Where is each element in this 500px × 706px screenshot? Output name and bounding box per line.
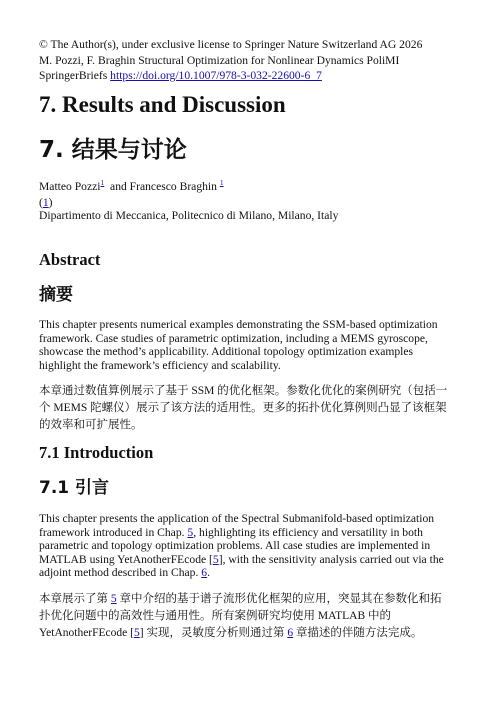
author-2-affiliation-link[interactable]: 1 [219, 178, 224, 188]
author-2: and Francesco Braghin [110, 180, 217, 193]
series-name: SpringerBriefs [39, 69, 108, 82]
copyright-line: © The Author(s), under exclusive license to Springer Nature Switzerland AG 2026 [39, 38, 423, 51]
intro-heading-en: 7.1 Introduction [39, 443, 154, 462]
chapter-6-link[interactable]: 6 [201, 566, 208, 580]
text-line: framework. Case studies of parametric optimization, including a MEMS gyroscope, [39, 331, 428, 345]
text-line: highlight the framework’s efficiency and scalability. [39, 358, 281, 372]
text-line: framework introduced in Chap. 5, highlighting its efficiency and versatility in both [39, 525, 423, 539]
text-line: MATLAB using YetAnotherFEcode [5], with the sensitivity analysis carried out via the [39, 552, 444, 566]
text-line: showcase the method’s applicability. Additional topology optimization examples [39, 345, 414, 359]
abstract-paragraph-en [39, 318, 463, 372]
affiliation-text: Dipartimento di Meccanica, Politecnico di Milano, Milano, Italy [39, 209, 339, 222]
text-line: adjoint method described in Chap. 6. [39, 566, 210, 580]
author-line [39, 179, 463, 194]
abstract-paragraph-zh [39, 383, 463, 434]
chapter-5-link[interactable]: 5 [187, 525, 194, 539]
chapter-title-en: 7. Results and Discussion [39, 92, 286, 117]
text-line: This chapter presents numerical examples demonstrating the SSM-based optimization [39, 318, 438, 331]
text-line: 的效率和可扩展性。 [39, 419, 143, 431]
chapter-5-link-zh[interactable]: 5 [110, 593, 117, 605]
text-line: This chapter presents the application of the Spectral Submanifold-based optimization [39, 512, 435, 525]
affiliation-number-link[interactable]: 1 [42, 196, 49, 209]
intro-paragraph-zh [39, 591, 463, 642]
publication-header [39, 37, 463, 84]
book-line: M. Pozzi, F. Braghin Structural Optimization for Nonlinear Dynamics PoliMI [39, 53, 400, 67]
intro-heading-zh: 7.1 引言 [39, 478, 110, 498]
abstract-heading-zh: 摘要 [39, 285, 73, 305]
text-line: 扑优化问题中的高效性与通用性。所有案例研究均使用 MATLAB 中的 [39, 610, 392, 622]
author-1-affiliation-link[interactable]: 1 [100, 178, 105, 188]
affiliation-marker: (1) [39, 196, 53, 209]
text-line: YetAnotherFEcode [5] 实现，灵敏度分析则通过第 6 章描述的伴随方法完成。 [39, 627, 423, 639]
reference-5-link[interactable]: 5 [212, 552, 219, 566]
series-line [39, 68, 463, 84]
intro-paragraph-en [39, 512, 463, 580]
doi-link[interactable]: https://doi.org/10.1007/978-3-032-22600-6_7 [110, 69, 322, 82]
abstract-heading-en: Abstract [39, 250, 101, 269]
text-line: parametric and topology optimization problems. All case studies are implemented in [39, 539, 431, 553]
reference-5-link-zh[interactable]: 5 [133, 627, 140, 639]
author-1: Matteo Pozzi [39, 180, 101, 193]
chapter-6-link-zh[interactable]: 6 [287, 627, 294, 639]
text-line: 个 MEMS 陀螺仪）展示了该方法的适用性。更多的拓扑优化算例则凸显了该框架 [39, 402, 447, 414]
text-line: 本章展示了第 5 章中介绍的基于谱子流形优化框架的应用，突显其在参数化和拓 [39, 593, 442, 605]
text-line: 本章通过数值算例展示了基于 SSM 的优化框架。参数化优化的案例研究（包括一 [39, 385, 448, 397]
chapter-title-zh: 7. 结果与讨论 [39, 137, 187, 163]
